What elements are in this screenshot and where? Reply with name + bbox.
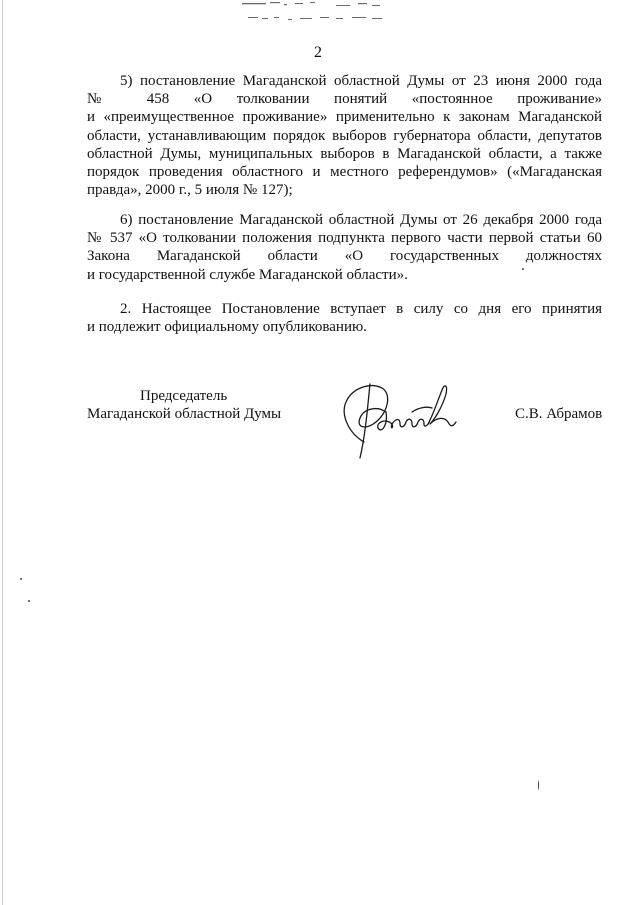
text-line: области, устанавливающим порядок выборов губернатора области, депутатов: [87, 127, 602, 144]
text-line: областной Думы, муниципальных выборов в Магаданской области, а также: [87, 145, 602, 162]
page-number: 2: [314, 44, 322, 61]
signer-name: С.В. Абрамов: [515, 406, 603, 422]
text-line: и «преимущественное проживание» применительно к законам Магаданской: [87, 109, 602, 126]
scan-speck: [522, 268, 524, 270]
text-line: и государственной службе Магаданской области».: [87, 266, 408, 283]
list-item: [87, 72, 602, 199]
text-line: № 537 «О толковании положения подпункта первого части первой статьи 60: [87, 230, 602, 247]
text-line: 6) постановление Магаданской областной Думы от 26 декабря 2000 года: [120, 212, 602, 228]
text-line: 2. Настоящее Постановление вступает в силу со дня его принятия: [120, 301, 602, 317]
text-line: № 458 «О толковании понятий «постоянное проживание»: [87, 91, 602, 108]
scan-speck: [28, 600, 30, 602]
signature-image: [330, 372, 460, 462]
text-line: 5) постановление Магаданской областной Думы от 23 июня 2000 года: [120, 73, 602, 89]
scan-speck: [20, 578, 22, 580]
signer-organization: Магаданской областной Думы: [87, 406, 282, 422]
signer-title: Председатель: [140, 388, 228, 404]
closing-clause: [87, 300, 602, 336]
scan-artifact: [240, 0, 390, 24]
text-line: правда», 2000 г., 5 июля № 127);: [87, 182, 293, 199]
list-item: [87, 211, 602, 284]
text-line: порядок проведения областного и местного референдумов» («Магаданская: [87, 164, 602, 181]
scan-speck: [538, 780, 539, 790]
page-edge: [2, 0, 3, 905]
text-line: Закона Магаданской области «О государственных должностях: [87, 248, 602, 265]
text-line: и подлежит официальному опубликованию.: [87, 319, 367, 336]
